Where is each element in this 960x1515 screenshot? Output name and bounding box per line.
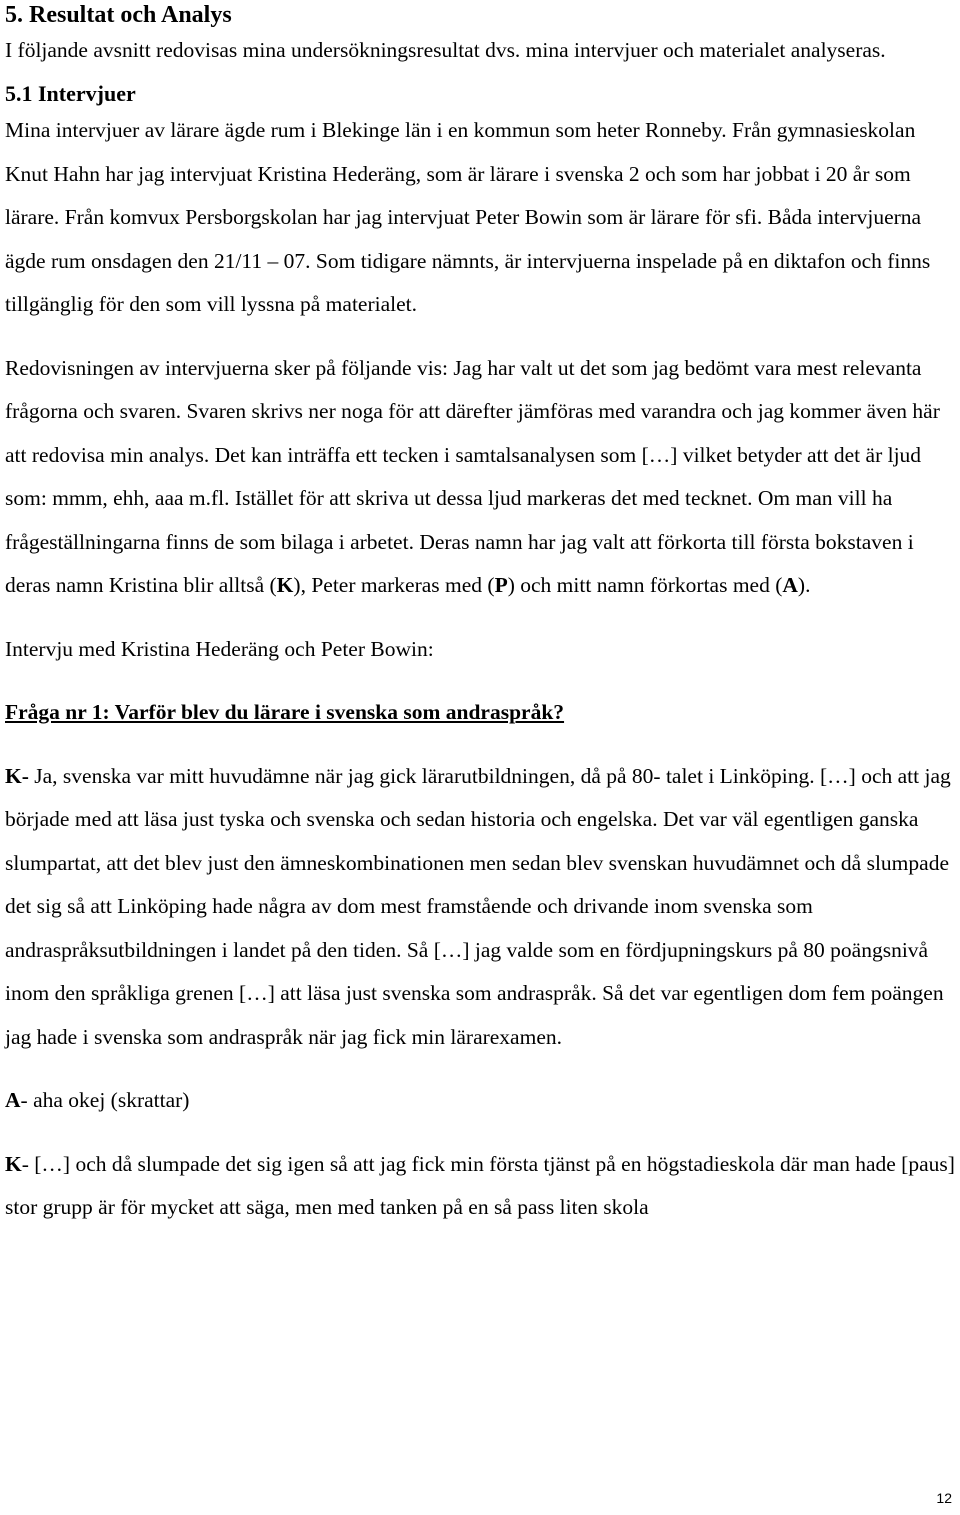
section-heading: 5. Resultat och Analys <box>5 2 232 28</box>
abbrev-k: K <box>276 573 294 597</box>
abbrev-p: P <box>494 573 508 597</box>
speaker-label: K <box>5 1151 22 1176</box>
document-page <box>5 0 955 1230</box>
subsection-heading: 5.1 Intervjuer <box>5 81 136 106</box>
interview-title: Intervju med Kristina Hederäng och Peter Bowin: <box>5 636 434 661</box>
answer-k-1: K- Ja, svenska var mitt huvudämne när jag gick lärarutbildningen, då på 80- talet i Linköping. […] och att jag började med att läsa just tyska och svenska och sedan historia och engelska. Det var väl egentligen ganska slumpartat, att det blev just den ämneskombinationen men sedan blev svenskan huvudämnet och då slumpade det sig så att Linköping hade några av dom mest framstående och drivande inom svenska som andraspråksutbildningen i landet på den tiden. Så […] jag valde som en fördjupningskurs på 80 poängsnivå inom den språkliga grenen […] att läsa just svenska som andraspråk. Så det var egentligen dom fem poängen jag hade i svenska som andraspråk när jag fick min lärarexamen. <box>5 763 951 1049</box>
speaker-label: K- <box>5 763 29 788</box>
paragraph-method: Redovisningen av intervjuerna sker på följande vis: Jag har valt ut det som jag bedömt vara mest relevanta frågorna och svaren. Svaren skrivs ner noga för att därefter jämföras med varandra och jag kommer även här att redovisa min analys. Det kan inträffa ett tecken i samtalsanalysen som […] vilket betyder att det är ljud som: mmm, ehh, aaa m.fl. Istället för att skriva ut dessa ljud markeras det med tecknet. Om man vill ha frågeställningarna finns de som bilaga i arbetet. Deras namn har jag valt att förkorta till första bokstaven i deras namn Kristina blir alltså (K), Peter markeras med (P) och mitt namn förkortas med (A). <box>5 355 940 597</box>
paragraph-interviews: Mina intervjuer av lärare ägde rum i Blekinge län i en kommun som heter Ronneby. Från gymnasieskolan Knut Hahn har jag intervjuat Kristina Hederäng, som är lärare i svenska 2 och som har jobbat i 20 år som lärare. Från komvux Persborgskolan har jag intervjuat Peter Bowin som är lärare för sfi. Båda intervjuerna ägde rum onsdagen den 21/11 – 07. Som tidigare nämnts, är intervjuerna inspelade på en diktafon och finns tillgänglig för den som vill lyssna på materialet. <box>5 118 931 316</box>
abbrev-a: A <box>782 573 798 597</box>
speaker-label: A <box>5 1088 21 1112</box>
page-number: 12 <box>936 1490 952 1506</box>
answer-k-2: K- […] och då slumpade det sig igen så att jag fick min första tjänst på en högstadieskola där man hade [paus] stor grupp är för mycket att säga, men med tanken på en så pass liten skola <box>5 1151 955 1219</box>
intro-paragraph: I följande avsnitt redovisas mina undersökningsresultat dvs. mina intervjuer och materialet analyseras. <box>5 38 886 62</box>
answer-a-1: A- aha okej (skrattar) <box>5 1088 190 1112</box>
question-heading: Fråga nr 1: Varför blev du lärare i svenska som andraspråk? <box>5 700 565 724</box>
